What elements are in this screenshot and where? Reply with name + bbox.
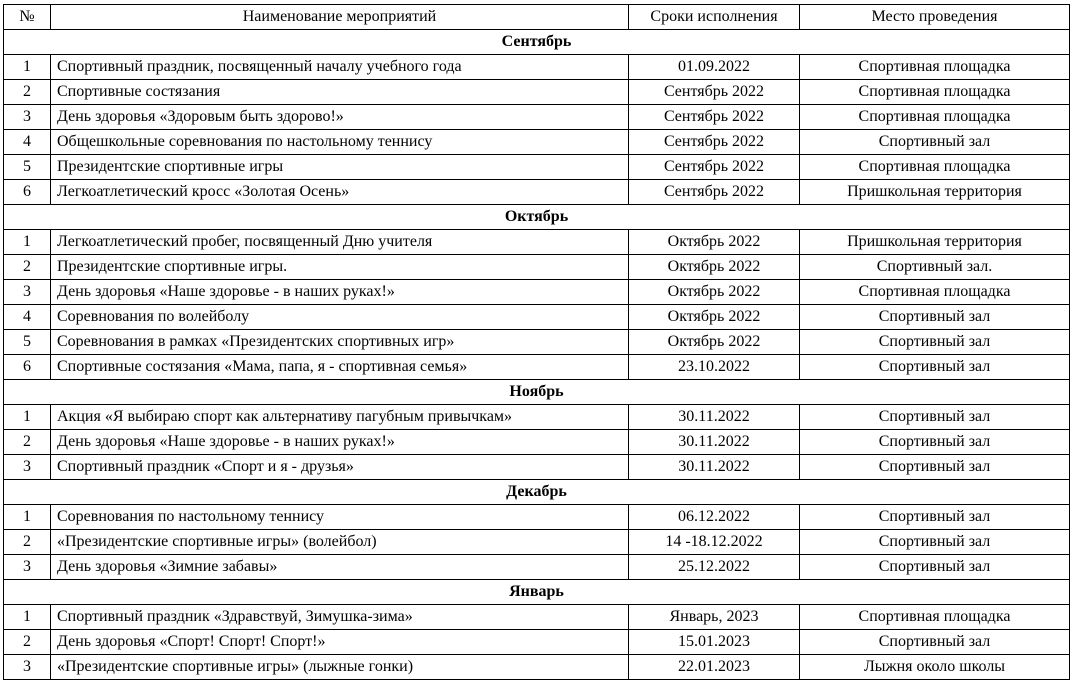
cell-event-name: Общешкольные соревнования по настольному теннису bbox=[51, 130, 629, 155]
cell-dates: 01.09.2022 bbox=[629, 55, 800, 80]
cell-event-name: Соревнования по волейболу bbox=[51, 305, 629, 330]
cell-number: 2 bbox=[4, 255, 51, 280]
table-row bbox=[4, 505, 1070, 530]
cell-dates: Октябрь 2022 bbox=[629, 255, 800, 280]
month-header-row bbox=[4, 380, 1070, 405]
table-row bbox=[4, 455, 1070, 480]
cell-event-name: Соревнования по настольному теннису bbox=[51, 505, 629, 530]
cell-event-name: Спортивные состязания bbox=[51, 80, 629, 105]
cell-venue: Спортивный зал bbox=[800, 555, 1070, 580]
cell-venue: Спортивная площадка bbox=[800, 280, 1070, 305]
cell-number: 6 bbox=[4, 355, 51, 380]
month-title: Октябрь bbox=[4, 205, 1070, 230]
column-header-venue: Место проведения bbox=[800, 5, 1070, 30]
cell-number: 3 bbox=[4, 655, 51, 680]
month-title: Сентябрь bbox=[4, 30, 1070, 55]
cell-number: 1 bbox=[4, 605, 51, 630]
cell-venue: Спортивная площадка bbox=[800, 605, 1070, 630]
cell-dates: Сентябрь 2022 bbox=[629, 180, 800, 205]
table-row bbox=[4, 630, 1070, 655]
cell-event-name: День здоровья «Зимние забавы» bbox=[51, 555, 629, 580]
cell-dates: Октябрь 2022 bbox=[629, 305, 800, 330]
cell-venue: Лыжня около школы bbox=[800, 655, 1070, 680]
cell-event-name: Спортивный праздник «Здравствуй, Зимушка-зима» bbox=[51, 605, 629, 630]
table-row bbox=[4, 255, 1070, 280]
cell-venue: Пришкольная территория bbox=[800, 180, 1070, 205]
table-row bbox=[4, 655, 1070, 680]
cell-event-name: Спортивный праздник, посвященный началу учебного года bbox=[51, 55, 629, 80]
cell-number: 3 bbox=[4, 280, 51, 305]
cell-number: 1 bbox=[4, 230, 51, 255]
month-header-row bbox=[4, 480, 1070, 505]
month-header-row bbox=[4, 580, 1070, 605]
cell-venue: Спортивный зал. bbox=[800, 255, 1070, 280]
table-header-row bbox=[4, 5, 1070, 30]
cell-dates: 25.12.2022 bbox=[629, 555, 800, 580]
cell-number: 2 bbox=[4, 80, 51, 105]
cell-dates: 30.11.2022 bbox=[629, 455, 800, 480]
cell-number: 1 bbox=[4, 405, 51, 430]
table-row bbox=[4, 130, 1070, 155]
events-plan-document bbox=[3, 4, 1069, 680]
cell-number: 4 bbox=[4, 305, 51, 330]
table-row bbox=[4, 355, 1070, 380]
cell-event-name: Соревнования в рамках «Президентских спортивных игр» bbox=[51, 330, 629, 355]
column-header-number: № bbox=[4, 5, 51, 30]
cell-dates: 30.11.2022 bbox=[629, 405, 800, 430]
cell-venue: Спортивный зал bbox=[800, 330, 1070, 355]
cell-venue: Спортивная площадка bbox=[800, 55, 1070, 80]
table-row bbox=[4, 180, 1070, 205]
cell-event-name: День здоровья «Наше здоровье - в наших руках!» bbox=[51, 430, 629, 455]
cell-number: 2 bbox=[4, 530, 51, 555]
cell-event-name: День здоровья «Наше здоровье - в наших руках!» bbox=[51, 280, 629, 305]
table-row bbox=[4, 105, 1070, 130]
table-row bbox=[4, 230, 1070, 255]
cell-number: 6 bbox=[4, 180, 51, 205]
cell-venue: Спортивный зал bbox=[800, 130, 1070, 155]
table-row bbox=[4, 280, 1070, 305]
cell-dates: 15.01.2023 bbox=[629, 630, 800, 655]
cell-number: 1 bbox=[4, 55, 51, 80]
cell-number: 4 bbox=[4, 130, 51, 155]
cell-venue: Спортивный зал bbox=[800, 455, 1070, 480]
table-row bbox=[4, 555, 1070, 580]
cell-venue: Спортивная площадка bbox=[800, 105, 1070, 130]
cell-venue: Спортивная площадка bbox=[800, 80, 1070, 105]
cell-event-name: Спортивные состязания «Мама, папа, я - спортивная семья» bbox=[51, 355, 629, 380]
table-row bbox=[4, 330, 1070, 355]
cell-venue: Пришкольная территория bbox=[800, 230, 1070, 255]
month-title: Январь bbox=[4, 580, 1070, 605]
cell-number: 2 bbox=[4, 630, 51, 655]
month-title: Декабрь bbox=[4, 480, 1070, 505]
cell-event-name: Президентские спортивные игры. bbox=[51, 255, 629, 280]
table-row bbox=[4, 430, 1070, 455]
cell-event-name: Легкоатлетический пробег, посвященный Дню учителя bbox=[51, 230, 629, 255]
cell-dates: 30.11.2022 bbox=[629, 430, 800, 455]
cell-number: 3 bbox=[4, 555, 51, 580]
cell-dates: 14 -18.12.2022 bbox=[629, 530, 800, 555]
cell-dates: 22.01.2023 bbox=[629, 655, 800, 680]
cell-venue: Спортивный зал bbox=[800, 430, 1070, 455]
cell-event-name: День здоровья «Спорт! Спорт! Спорт!» bbox=[51, 630, 629, 655]
cell-number: 3 bbox=[4, 455, 51, 480]
cell-dates: 23.10.2022 bbox=[629, 355, 800, 380]
cell-event-name: «Президентские спортивные игры» (лыжные гонки) bbox=[51, 655, 629, 680]
cell-venue: Спортивный зал bbox=[800, 355, 1070, 380]
cell-dates: Октябрь 2022 bbox=[629, 280, 800, 305]
cell-dates: Октябрь 2022 bbox=[629, 230, 800, 255]
cell-number: 5 bbox=[4, 330, 51, 355]
cell-number: 3 bbox=[4, 105, 51, 130]
table-row bbox=[4, 530, 1070, 555]
month-header-row bbox=[4, 30, 1070, 55]
cell-dates: 06.12.2022 bbox=[629, 505, 800, 530]
table-row bbox=[4, 305, 1070, 330]
cell-event-name: Акция «Я выбираю спорт как альтернативу пагубным привычкам» bbox=[51, 405, 629, 430]
column-header-dates: Сроки исполнения bbox=[629, 5, 800, 30]
events-table bbox=[3, 4, 1070, 680]
table-row bbox=[4, 155, 1070, 180]
cell-venue: Спортивная площадка bbox=[800, 155, 1070, 180]
cell-dates: Сентябрь 2022 bbox=[629, 155, 800, 180]
table-body bbox=[4, 30, 1070, 680]
table-row bbox=[4, 55, 1070, 80]
cell-venue: Спортивный зал bbox=[800, 530, 1070, 555]
cell-number: 1 bbox=[4, 505, 51, 530]
month-header-row bbox=[4, 205, 1070, 230]
column-header-event-name: Наименование мероприятий bbox=[51, 5, 629, 30]
cell-venue: Спортивный зал bbox=[800, 305, 1070, 330]
cell-venue: Спортивный зал bbox=[800, 630, 1070, 655]
cell-event-name: Легкоатлетический кросс «Золотая Осень» bbox=[51, 180, 629, 205]
cell-number: 2 bbox=[4, 430, 51, 455]
cell-venue: Спортивный зал bbox=[800, 505, 1070, 530]
cell-dates: Сентябрь 2022 bbox=[629, 80, 800, 105]
cell-dates: Январь, 2023 bbox=[629, 605, 800, 630]
cell-dates: Октябрь 2022 bbox=[629, 330, 800, 355]
cell-dates: Сентябрь 2022 bbox=[629, 105, 800, 130]
cell-venue: Спортивный зал bbox=[800, 405, 1070, 430]
cell-event-name: «Президентские спортивные игры» (волейбол) bbox=[51, 530, 629, 555]
cell-event-name: Президентские спортивные игры bbox=[51, 155, 629, 180]
cell-event-name: Спортивный праздник «Спорт и я - друзья» bbox=[51, 455, 629, 480]
cell-event-name: День здоровья «Здоровым быть здорово!» bbox=[51, 105, 629, 130]
table-row bbox=[4, 605, 1070, 630]
month-title: Ноябрь bbox=[4, 380, 1070, 405]
cell-number: 5 bbox=[4, 155, 51, 180]
table-row bbox=[4, 405, 1070, 430]
table-row bbox=[4, 80, 1070, 105]
cell-dates: Сентябрь 2022 bbox=[629, 130, 800, 155]
